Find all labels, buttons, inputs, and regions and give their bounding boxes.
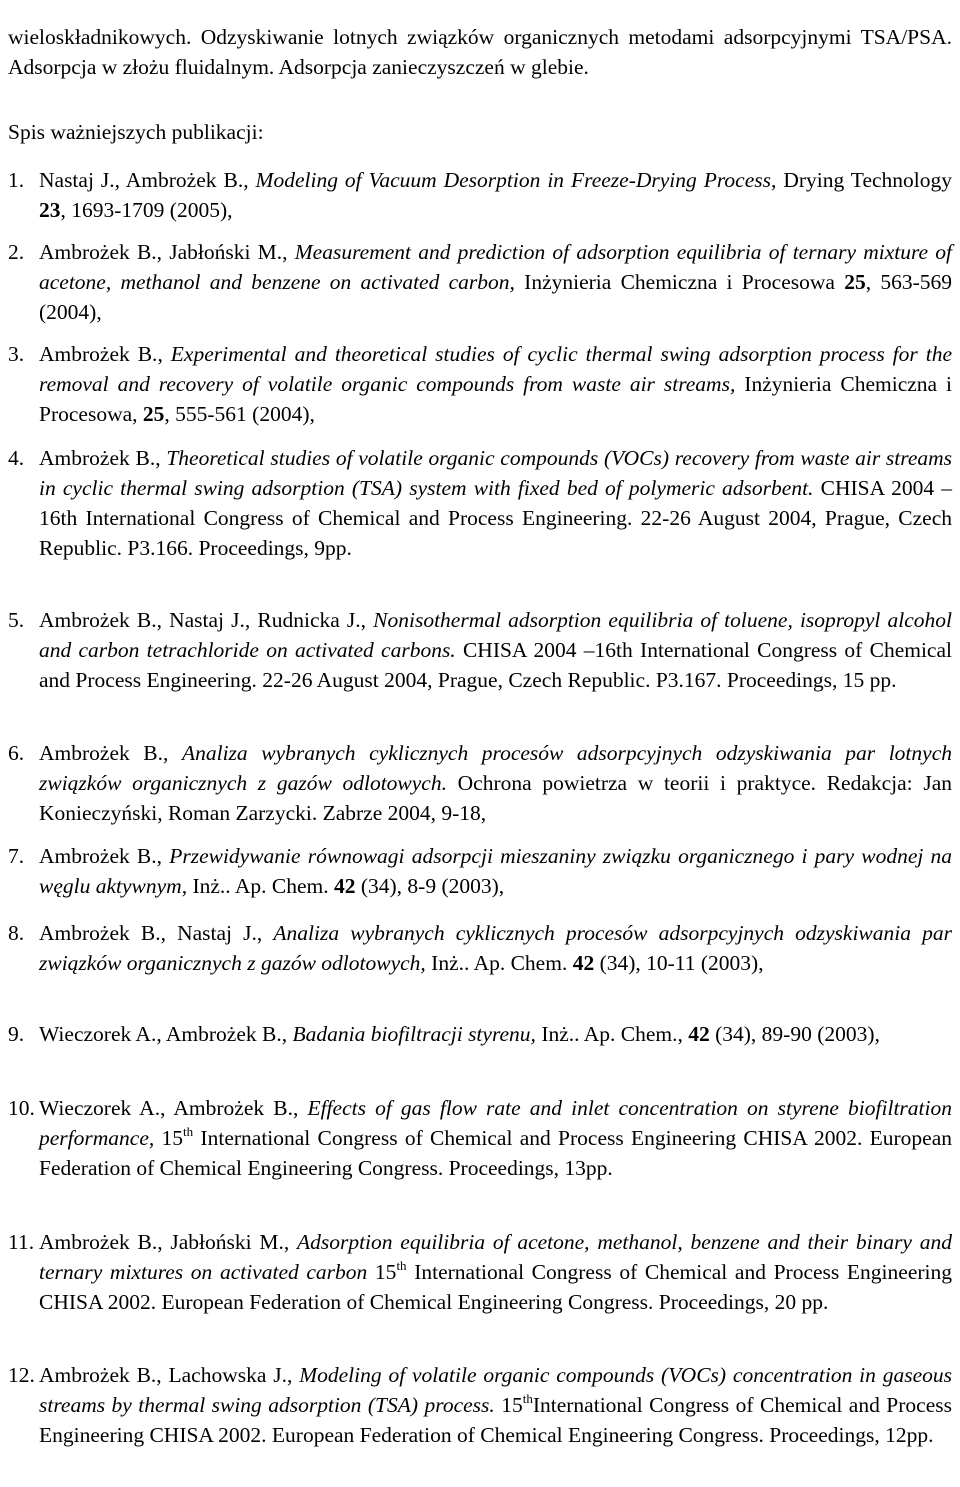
publication-number: 4. <box>8 446 25 470</box>
publication-authors: Ambrożek B., Nastaj J., Rudnicka J. <box>39 608 361 632</box>
intro-paragraph: wieloskładnikowych. Odzyskiwanie lotnych związków organicznych metodami adsorpcyjnymi TSA/PSA. Adsorpcja w złożu fluidalnym. Adsorpcja zanieczyszczeń w glebie. <box>8 24 952 79</box>
publication-separator: , <box>283 1230 297 1254</box>
publication-separator: , <box>292 1096 308 1120</box>
publication-number: 12. <box>8 1363 35 1387</box>
publication-title: Measurement and prediction of adsorption equilibria of ternary mixture of acetone, methanol and benzene on activated carbon, <box>39 240 952 294</box>
publication-pages: , 563-569 (2004), <box>39 270 952 324</box>
publication-title: Nonisothermal adsorption equilibria of toluene, isopropyl alcohol and carbon tetrachloride on activated carbons. <box>39 608 952 662</box>
publication-authors: Ambrożek B. <box>39 342 158 366</box>
publication-item <box>8 443 952 563</box>
publication-source: Inżynieria Chemiczna i Procesowa <box>514 270 845 294</box>
publication-citation <box>39 738 952 828</box>
publication-title: Przewidywanie równowagi adsorpcji mieszaniny związku organicznego i pary wodnej na węglu aktywnym, <box>39 844 953 898</box>
publication-number: 8. <box>8 921 25 945</box>
publication-volume: 25 <box>142 402 165 426</box>
publication-title: Effects of gas flow rate and inlet concentration on styrene biofiltration performance, <box>39 1096 952 1150</box>
publication-separator: , <box>360 608 374 632</box>
publication-number: 11. <box>8 1230 35 1254</box>
publication-separator: , <box>256 921 274 945</box>
publication-source: Ochrona powietrza w teorii i praktyce. Redakcja: Jan Konieczyński, Roman Zarzycki. Zabrze 2004, 9-18, <box>39 771 952 825</box>
publication-source: Inż.. Ap. Chem. <box>187 874 334 898</box>
publication-number: 2. <box>8 240 25 264</box>
publication-citation <box>39 918 952 978</box>
publication-title: Modeling of volatile organic compounds (VOCs) concentration in gaseous streams by thermal swing adsorption (TSA) process. <box>39 1363 953 1417</box>
publication-separator: , <box>282 240 295 264</box>
publication-citation <box>39 237 952 327</box>
publication-authors: Wieczorek A., Ambrożek B. <box>39 1096 293 1120</box>
publication-separator: , <box>156 844 170 868</box>
publication-citation <box>39 443 952 563</box>
publication-pages: (34), 8-9 (2003), <box>355 874 505 898</box>
publication-item <box>8 339 952 429</box>
publication-superscript: th <box>396 1258 407 1273</box>
publication-citation <box>39 1093 952 1183</box>
publication-citation <box>39 165 952 225</box>
publication-item <box>8 1227 952 1317</box>
publication-separator: , <box>281 1022 293 1046</box>
section-title: Spis ważniejszych publikacji: <box>8 120 264 144</box>
publication-authors: Nastaj J., Ambrożek B. <box>39 168 244 192</box>
publication-source: Inż.. Ap. Chem., <box>535 1022 689 1046</box>
publication-item <box>8 165 952 225</box>
publication-separator: , <box>243 168 256 192</box>
publication-pages: (34), 10-11 (2003), <box>594 951 764 975</box>
publication-authors: Ambrożek B., Jabłoński M. <box>39 1230 284 1254</box>
publication-source: 15 <box>367 1260 397 1284</box>
publication-authors: Ambrożek B. <box>39 741 164 765</box>
publication-number: 9. <box>8 1022 25 1046</box>
publication-source-cont: International Congress of Chemical and Process Engineering CHISA 2002. European Federation of Chemical Engineering Congress. Proceedings, 12pp. <box>39 1393 952 1447</box>
publication-item <box>8 237 952 327</box>
publication-number: 7. <box>8 844 25 868</box>
publication-volume: 42 <box>688 1022 710 1046</box>
publication-number: 1. <box>8 168 25 192</box>
publication-item <box>8 605 952 695</box>
publication-item <box>8 738 952 828</box>
publication-volume: 42 <box>572 951 595 975</box>
publication-separator: , <box>157 342 171 366</box>
publication-pages: , 1693-1709 (2005), <box>60 198 233 222</box>
publication-item <box>8 1360 952 1450</box>
publication-authors: Ambrożek B. <box>39 446 156 470</box>
publication-source: 15 <box>494 1393 523 1417</box>
publication-number: 3. <box>8 342 25 366</box>
publication-pages: , 555-561 (2004), <box>164 402 315 426</box>
publication-citation <box>39 841 952 901</box>
publication-number: 6. <box>8 741 25 765</box>
publication-authors: Wieczorek A., Ambrożek B. <box>39 1022 282 1046</box>
publication-title: Theoretical studies of volatile organic compounds (VOCs) recovery from waste air streams in cyclic thermal swing adsorption (TSA) system with fixed bed of polymeric adsorbent. <box>39 446 953 500</box>
publication-citation <box>39 1227 952 1317</box>
publication-citation <box>39 605 952 695</box>
publication-title: Modeling of Vacuum Desorption in Freeze-Drying Process <box>255 168 771 192</box>
publication-source-cont: International Congress of Chemical and Process Engineering CHISA 2002. European Federation of Chemical Engineering Congress. Proceedings, 20 pp. <box>39 1260 952 1314</box>
publication-source: Inżynieria Chemiczna i Procesowa, <box>39 372 953 426</box>
publication-item <box>8 841 952 901</box>
publication-number: 10. <box>8 1096 35 1120</box>
publication-separator: , <box>155 446 167 470</box>
publication-authors: Ambrożek B., Nastaj J. <box>39 921 257 945</box>
publication-title: Analiza wybranych cyklicznych procesów adsorpcyjnych odzyskiwania par lotnych związków organicznych z gazów odlotowych. <box>39 741 952 795</box>
publication-volume: 23 <box>39 198 61 222</box>
publication-citation <box>39 1360 952 1450</box>
publication-superscript: th <box>522 1391 533 1406</box>
publication-item <box>8 1019 952 1049</box>
publication-volume: 42 <box>333 874 356 898</box>
publication-title: Analiza wybranych cyklicznych procesów adsorpcyjnych odzyskiwania par związków organicznych z gazów odlotowych, <box>39 921 952 975</box>
publication-number: 5. <box>8 608 25 632</box>
publication-authors: Ambrożek B., Jabłoński M. <box>39 240 283 264</box>
publication-source-cont: International Congress of Chemical and Process Engineering CHISA 2002. European Federation of Chemical Engineering Congress. Proceedings, 13pp. <box>39 1126 952 1180</box>
publication-title: Badania biofiltracji styrenu, <box>292 1022 536 1046</box>
publication-authors: Ambrożek B., Lachowska J. <box>39 1363 287 1387</box>
publication-separator: , <box>163 741 182 765</box>
publication-pages: (34), 89-90 (2003), <box>709 1022 880 1046</box>
publication-separator: , <box>287 1363 300 1387</box>
publication-source: , Drying Technology <box>771 168 953 192</box>
publication-citation <box>39 339 952 429</box>
publication-title: Adsorption equilibria of acetone, methanol, benzene and their binary and ternary mixtures on activated carbon <box>39 1230 952 1284</box>
publication-superscript: th <box>183 1124 194 1139</box>
publication-title: Experimental and theoretical studies of cyclic thermal swing adsorption process for the removal and recovery of volatile organic compounds from waste air streams, <box>39 342 952 396</box>
publication-item <box>8 1093 952 1183</box>
publication-item <box>8 918 952 978</box>
publication-citation <box>39 1019 952 1049</box>
publication-source: Inż.. Ap. Chem. <box>425 951 573 975</box>
publication-source: CHISA 2004 –16th International Congress of Chemical and Process Engineering. 22-26 August 2004, Prague, Czech Republic. P3.167. Proceedings, 15 pp. <box>39 638 952 692</box>
publication-volume: 25 <box>844 270 866 294</box>
publication-source: 15 <box>154 1126 184 1150</box>
publication-source: CHISA 2004 –16th International Congress of Chemical and Process Engineering. 22-26 August 2004, Prague, Czech Republic. P3.166. Proceedings, 9pp. <box>39 476 952 560</box>
publication-authors: Ambrożek B. <box>39 844 157 868</box>
